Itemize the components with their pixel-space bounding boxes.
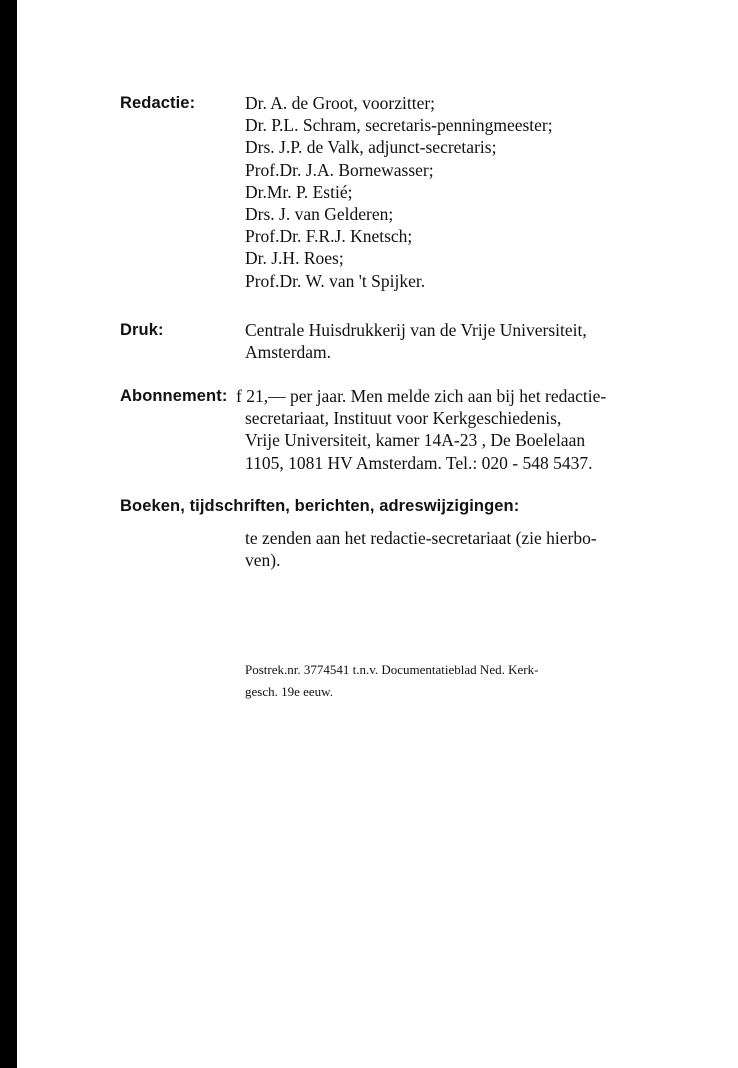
redactie-member: Dr. A. de Groot, voorzitter; <box>245 93 436 113</box>
abonnement-label: Abonnement: <box>120 387 228 405</box>
postrek-line: gesch. 19e eeuw. <box>245 684 333 699</box>
redactie-member: Prof.Dr. J.A. Bornewasser; <box>245 159 434 180</box>
druk-label: Druk: <box>120 321 164 339</box>
redactie-member: Drs. J.P. de Valk, adjunct-secretaris; <box>245 137 497 158</box>
abonnement-line: f 21,— per jaar. Men melde zich aan bij het redactie- <box>236 386 607 406</box>
boeken-text <box>245 527 597 571</box>
boeken-line: te zenden aan het redactie-secretariaat (zie hierbo- <box>245 528 597 548</box>
redactie-label: Redactie: <box>120 94 196 112</box>
druk-line: Amsterdam. <box>245 342 332 363</box>
redactie-member: Dr. J.H. Roes; <box>245 248 344 269</box>
redactie-member: Dr. P.L. Schram, secretaris-penningmeester; <box>245 115 553 136</box>
redactie-member: Prof.Dr. W. van 't Spijker. <box>245 270 426 291</box>
abonnement-line: 1105, 1081 HV Amsterdam. Tel.: 020 - 548 5437. <box>245 452 593 473</box>
abonnement-line: Vrije Universiteit, kamer 14A-23 , De Boelelaan <box>245 430 586 451</box>
postrek-note <box>245 659 538 703</box>
postrek-line: Postrek.nr. 3774541 t.n.v. Documentatieblad Ned. Kerk- <box>245 662 539 677</box>
druk-text <box>245 319 587 363</box>
redactie-members-list <box>245 92 553 292</box>
boeken-label: Boeken, tijdschriften, berichten, adreswijzigingen: <box>120 497 520 515</box>
redactie-member: Prof.Dr. F.R.J. Knetsch; <box>245 226 413 247</box>
abonnement-text <box>236 385 606 474</box>
abonnement-line: secretariaat, Instituut voor Kerkgeschiedenis, <box>245 408 562 429</box>
druk-line: Centrale Huisdrukkerij van de Vrije Universiteit, <box>245 320 587 340</box>
boeken-line: ven). <box>245 550 281 571</box>
redactie-member: Drs. J. van Gelderen; <box>245 204 394 225</box>
redactie-member: Dr.Mr. P. Estié; <box>245 181 353 202</box>
